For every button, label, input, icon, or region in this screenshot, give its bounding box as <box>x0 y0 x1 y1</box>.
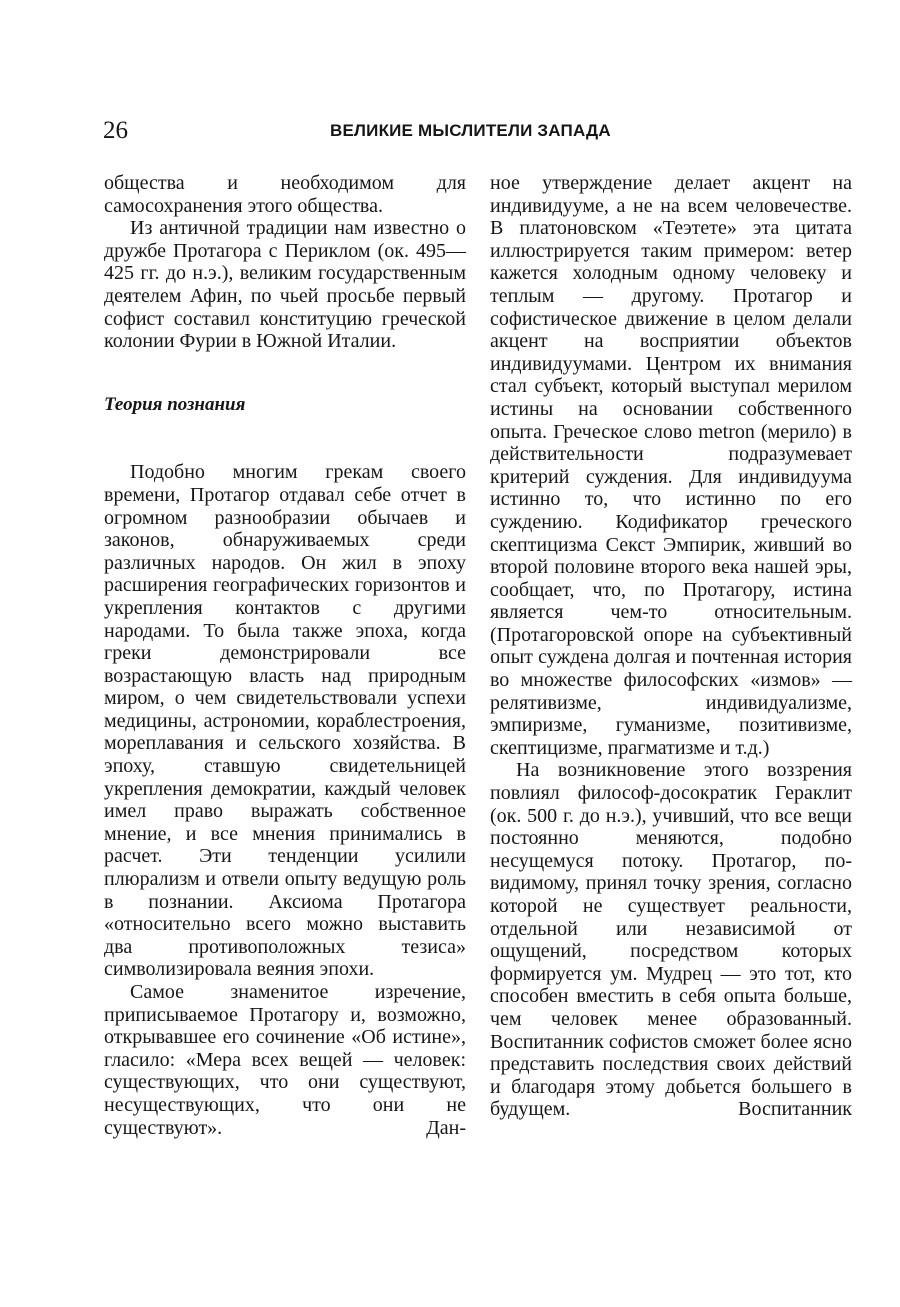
paragraph: На возникновение этого воззрения повлиял философ-досократик Гераклит (ок. 500 г. до н.э.), учивший, что все вещи постоянно меняются, подобно несущемуся потоку. Протагор, по-видимому, принял точку зрения, согласно которой не существует реальности, отдельной или независимой от ощущений, посредством которых формируется ум. Мудрец — это тот, кто способен вместить в себя опыта больше, чем человек менее образованный. Воспитанник софистов сможет более ясно представить последствия своих действий и благодаря этому добьется большего в будущем. Воспитанник <box>490 759 852 1121</box>
left-column <box>104 172 466 1139</box>
paragraph: Подобно многим грекам своего времени, Протагор отдавал себе отчет в огромном разнообразии обычаев и законов, обнаруживаемых среди различных народов. Он жил в эпоху расширения географических горизонтов и укрепления контактов с другими народами. То была также эпоха, когда греки демонстрировали все возрастающую власть над природным миром, о чем свидетельствовали успехи медицины, астрономии, кораблестроения, мореплавания и сельского хозяйства. В эпоху, ставшую свидетельницей укрепления демократии, каждый человек имел право выражать собственное мнение, и все мнения принимались в расчет. Эти тенденции усилили плюрализм и отвели опыту ведущую роль в познании. Аксиома Протагора «относительно всего можно выставить два противоположных тезиса» символизировала веяния эпохи. <box>104 461 466 981</box>
paragraph: общества и необходимом для самосохранения этого общества. <box>104 172 466 217</box>
right-column <box>490 172 852 1121</box>
paragraph: Самое знаменитое изречение, приписываемое Протагору и, возможно, открывавшее его сочинение «Об истине», гласило: «Мера всех вещей — человек: существующих, что они существуют, несуществующих, что они не существуют». Дан- <box>104 981 466 1139</box>
running-title: ВЕЛИКИЕ МЫСЛИТЕЛИ ЗАПАДА <box>330 121 611 140</box>
paragraph: ное утверждение делает акцент на индивидууме, а не на всем человечестве. В платоновском «Теэтете» эта цитата иллюстрируется таким примером: ветер кажется холодным одному человеку и теплым — другому. Протагор и софистическое движение в целом делали акцент на восприятии объектов индивидуумами. Центром их внимания стал субъект, который выступал мерилом истины на основании собственного опыта. Греческое слово metron (мерило) в действительности подразумевает критерий суждения. Для индивидуума истинно то, что истинно по его суждению. Кодификатор греческого скептицизма Секст Эмпирик, живший во второй половине второго века нашей эры, сообщает, что, по Протагору, истина является чем-то относительным. (Протагоровской опоре на субъективный опыт суждена долгая и почтенная история во множестве философских «измов» — релятивизме, индивидуализме, эмпиризме, гуманизме, позитивизме, скептицизме, прагматизме и т.д.) <box>490 172 852 759</box>
page-number: 26 <box>103 117 128 144</box>
paragraph: Из античной традиции нам известно о дружбе Протагора с Периклом (ок. 495—425 гг. до н.э.), великим государственным деятелем Афин, по чьей просьбе первый софист составил конституцию греческой колонии Фурии в Южной Италии. <box>104 217 466 353</box>
section-heading: Теория познания <box>104 393 246 415</box>
